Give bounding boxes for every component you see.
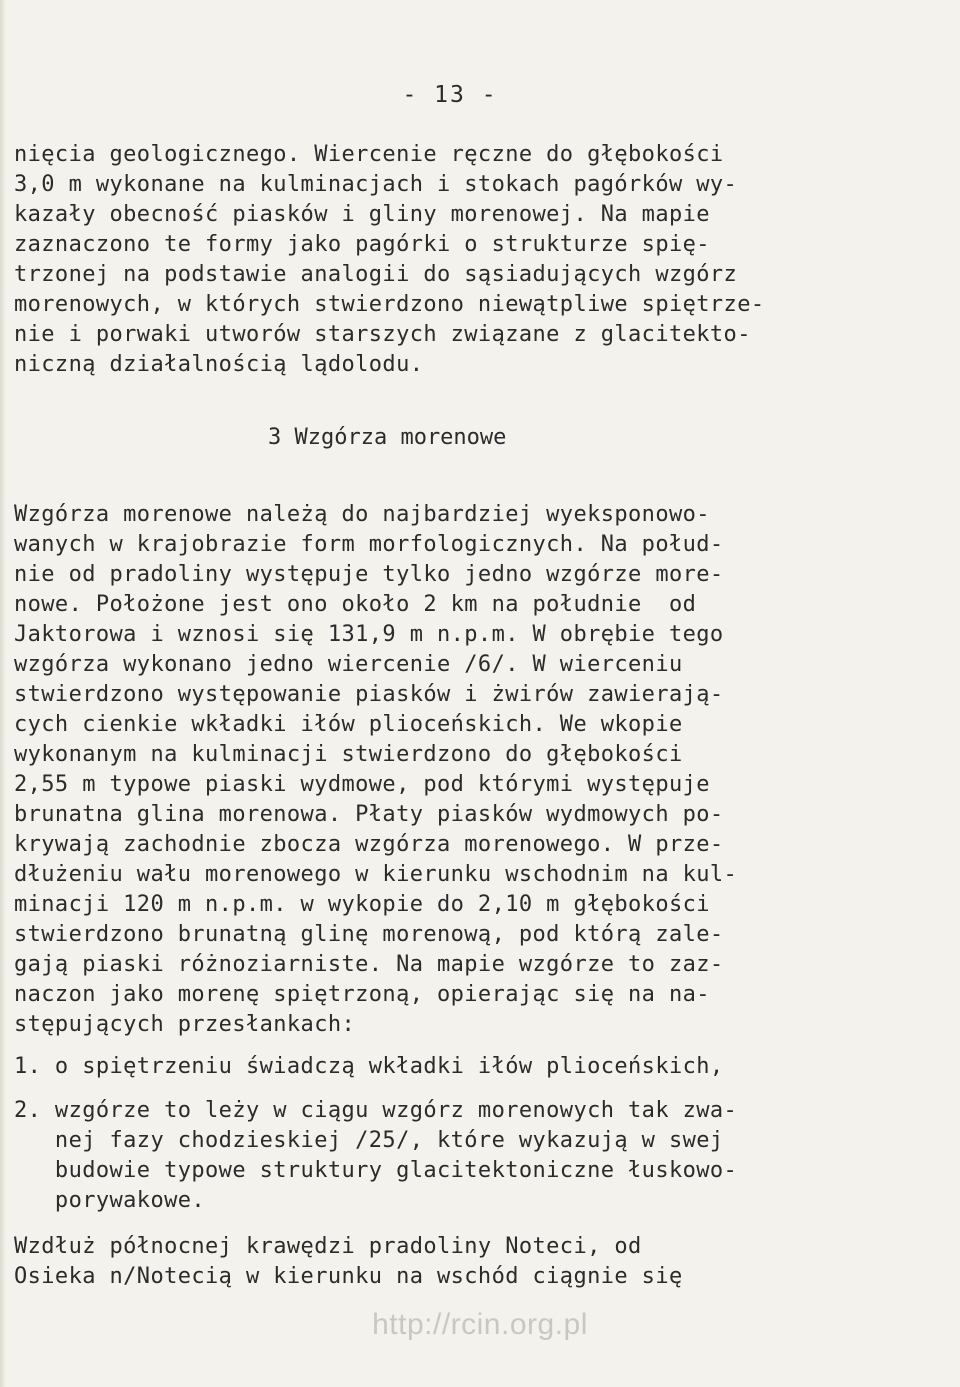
section-heading: 3 Wzgórza morenowe: [268, 425, 507, 450]
paragraph-line: minacji 120 m n.p.m. w wykopie do 2,10 m głębokości: [14, 892, 710, 917]
paragraph-line: wanych w krajobrazie form morfologicznych. Na połud-: [14, 532, 724, 557]
paragraph-line: nięcia geologicznego. Wiercenie ręczne do głębokości: [14, 142, 724, 167]
paragraph-line: niczną działalnością lądolodu.: [14, 352, 424, 377]
paragraph-line: stępujących przesłankach:: [14, 1012, 356, 1037]
paragraph-line: stwierdzono występowanie piasków i żwirów zawierają-: [14, 682, 724, 707]
paragraph-line: krywają zachodnie zbocza wzgórza morenowego. W prze-: [14, 832, 724, 857]
paragraph-line: nie od pradoliny występuje tylko jedno wzgórze more-: [14, 562, 724, 587]
paragraph-line: nowe. Położone jest ono około 2 km na południe od: [14, 592, 697, 617]
paragraph-line: dłużeniu wału morenowego w kierunku wschodnim na kul-: [14, 862, 738, 887]
list-item: porywakowe.: [14, 1188, 206, 1213]
paragraph-line: wzgórza wykonano jedno wiercenie /6/. W wierceniu: [14, 652, 683, 677]
paragraph-line: wykonanym na kulminacji stwierdzono do głębokości: [14, 742, 683, 767]
paragraph-line: morenowych, w których stwierdzono niewątpliwe spiętrze-: [14, 292, 765, 317]
list-item: 1. o spiętrzeniu świadczą wkładki iłów plioceńskich,: [14, 1054, 724, 1079]
page-number: - 13 -: [402, 82, 498, 108]
list-item: 2. wzgórze to leży w ciągu wzgórz morenowych tak zwa-: [14, 1098, 738, 1123]
scan-edge-shadow: [0, 0, 6, 1387]
paragraph-line: 3,0 m wykonane na kulminacjach i stokach pagórków wy-: [14, 172, 738, 197]
paragraph-line: kazały obecność piasków i gliny morenowej. Na mapie: [14, 202, 710, 227]
paragraph-line: brunatna glina morenowa. Płaty piasków wydmowych po-: [14, 802, 724, 827]
list-item: nej fazy chodzieskiej /25/, które wykazują w swej: [14, 1128, 724, 1153]
paragraph-line: cych cienkie wkładki iłów plioceńskich. We wkopie: [14, 712, 683, 737]
paragraph-line: stwierdzono brunatną glinę morenową, pod którą zale-: [14, 922, 724, 947]
watermark-url: http://rcin.org.pl: [372, 1308, 588, 1341]
paragraph-line: Jaktorowa i wznosi się 131,9 m n.p.m. W obrębie tego: [14, 622, 724, 647]
list-item: budowie typowe struktury glacitektoniczne łuskowo-: [14, 1158, 738, 1183]
paragraph-line: 2,55 m typowe piaski wydmowe, pod którymi występuje: [14, 772, 710, 797]
paragraph-line: Osieka n/Notecią w kierunku na wschód ciągnie się: [14, 1264, 683, 1289]
paragraph-line: naczon jako morenę spiętrzoną, opierając się na na-: [14, 982, 710, 1007]
paragraph-line: gają piaski różnoziarniste. Na mapie wzgórze to zaz-: [14, 952, 724, 977]
paragraph-line: zaznaczono te formy jako pagórki o strukturze spię-: [14, 232, 710, 257]
paragraph-line: Wzgórza morenowe należą do najbardziej wyeksponowo-: [14, 502, 710, 527]
paragraph-line: Wzdłuż północnej krawędzi pradoliny Noteci, od: [14, 1234, 642, 1259]
paragraph-line: nie i porwaki utworów starszych związane z glacitekto-: [14, 322, 751, 347]
paragraph-line: trzonej na podstawie analogii do sąsiadujących wzgórz: [14, 262, 738, 287]
